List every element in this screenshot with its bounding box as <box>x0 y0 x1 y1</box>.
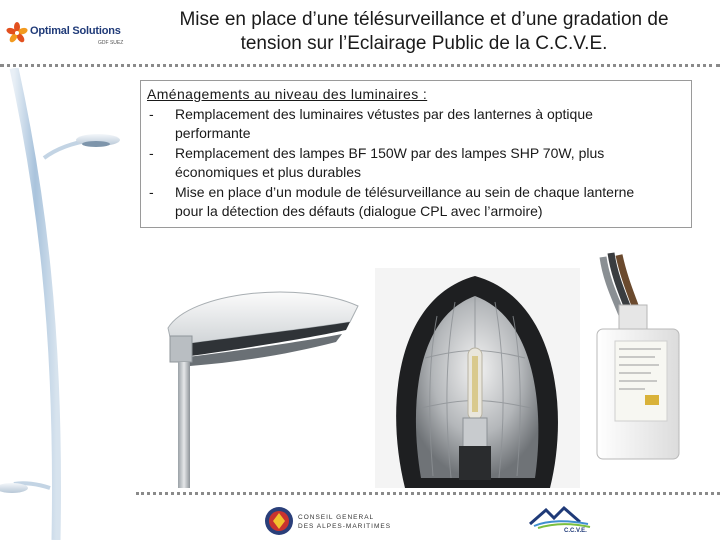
ccve-logo <box>528 504 598 538</box>
top-divider <box>0 64 720 67</box>
page-title <box>136 8 712 56</box>
list-item-line: performante <box>175 125 251 141</box>
list-item <box>147 183 683 222</box>
list-item-line: Remplacement des luminaires vétustes par des lanternes à optique <box>175 105 593 122</box>
list-item <box>147 144 683 183</box>
logo-brand-text: Optimal Solutions <box>30 25 121 37</box>
bullet-dash: - <box>149 183 154 200</box>
list-item-line: Remplacement des lampes BF 150W par des lampes SHP 70W, plus <box>175 144 605 161</box>
list-item <box>147 105 683 144</box>
telemonitoring-module-photo <box>585 245 685 465</box>
flower-icon <box>6 22 28 44</box>
list-item-line: économiques et plus durables <box>175 164 362 180</box>
list-item-line: Mise en place d’un module de télésurveillance au sein de chaque lanterne <box>175 183 635 200</box>
title-line-1: Mise en place d’une télésurveillance et d’une gradation de <box>179 9 669 30</box>
bullet-dash: - <box>149 105 154 122</box>
optimal-solutions-logo <box>6 20 126 48</box>
street-lamp-illustration <box>0 68 136 540</box>
list-item-line: pour la détection des défauts (dialogue CPL avec l’armoire) <box>175 203 543 219</box>
mountain-icon <box>528 504 592 530</box>
cg-line-2: DES ALPES-MARITIMES <box>298 523 392 530</box>
bottom-divider <box>136 492 720 495</box>
luminaire-photo <box>150 270 365 488</box>
content-box <box>140 80 692 228</box>
logo-sub-text: GDF SUEZ <box>98 40 124 46</box>
bullet-dash: - <box>149 144 154 161</box>
title-line-2: tension sur l’Eclairage Public de la C.C.V.E. <box>240 33 608 54</box>
ccve-label: C.C.V.E. <box>564 528 587 534</box>
section-heading: Aménagements au niveau des luminaires : <box>147 86 428 102</box>
conseil-general-logo <box>264 504 392 538</box>
cg-line-1: CONSEIL GENERAL <box>298 514 375 521</box>
coat-of-arms-icon <box>264 506 294 536</box>
lantern-photo <box>375 268 580 488</box>
bullet-list <box>147 105 683 222</box>
